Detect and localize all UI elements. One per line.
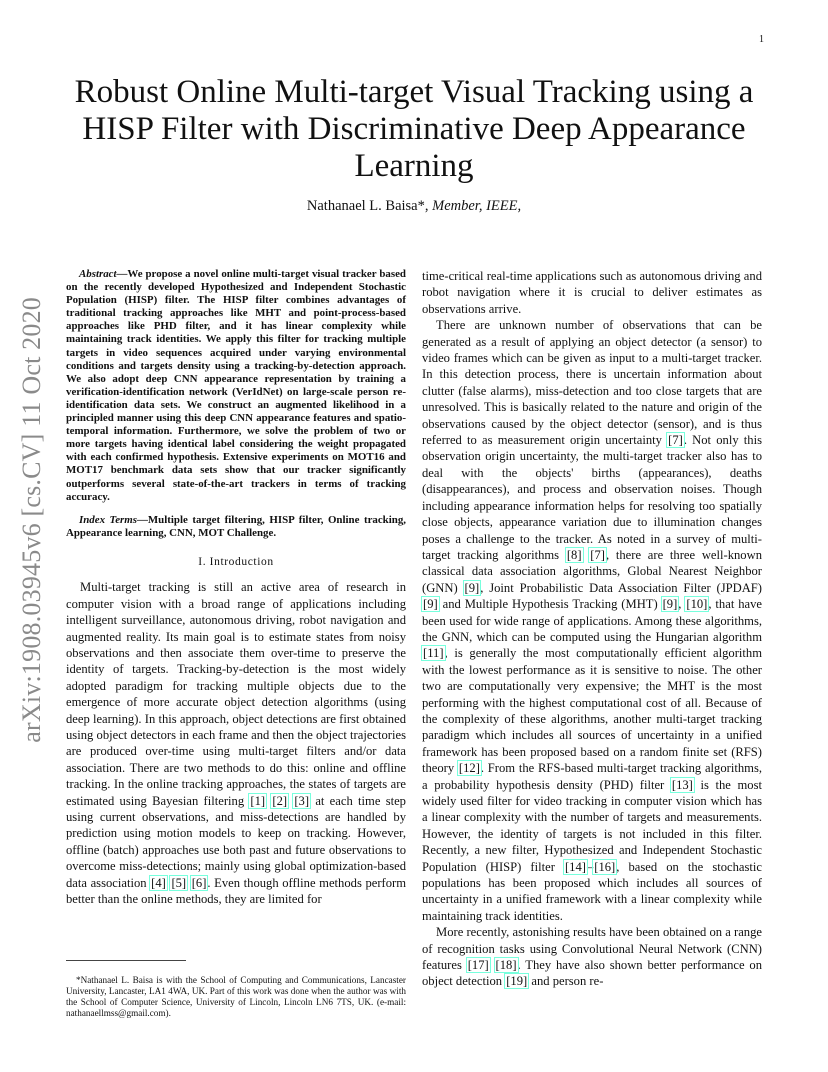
page-number: 1 xyxy=(759,34,764,45)
arxiv-id: arXiv:1908.03945v6 [cs.CV] 11 Oct 2020 xyxy=(17,297,46,743)
citation-link[interactable]: [11] xyxy=(423,646,444,661)
index-terms-label: Index Terms xyxy=(79,513,137,526)
citation-link[interactable]: [8] xyxy=(566,547,582,562)
citation-link[interactable]: [4] xyxy=(151,875,166,890)
citation-link[interactable]: [5] xyxy=(171,875,187,890)
author-name: Nathanael L. Baisa*, xyxy=(306,198,433,214)
arxiv-watermark xyxy=(14,285,50,755)
citation-link[interactable]: [13] xyxy=(671,777,693,792)
citation-link[interactable]: [6] xyxy=(191,875,207,890)
abstract xyxy=(66,268,406,504)
citation-link[interactable]: [3] xyxy=(294,793,310,808)
intro-paragraph-2: There are unknown number of observations that can be generated as a result of applying an object detector (a sensor) to video frames which can be given as input to a multi-target tracker. In this detection process, there is uncertain information about clutter (false alarms), miss-detection and too close targets that are unresolved. This is basically related to the nature and origin of the observations caused by the object detector (sensor), and is thus referred to as measurement origin uncertainty [7]. Not only this observation origin uncertainty, the multi-target tracker also has to deal with the objects' births (appearances), deaths (disappearances), and process and observation noises. Though including appearance information helps for resolving too spatially close objects, appearance variation due to illumination changes poses a challenge to the tracker. As noted in a survey of multi-target tracking algorithms [8] [7], there are three well-known classical data association algorithms, Global Nearest Neighbor (GNN) [9], Joint Probabilistic Data Association Filter (JPDAF) [9] and Multiple Hypothesis Tracking (MHT) [9], [10], that have been used for wide range of applications. Among these algorithms, the GNN, which can be computed using the Hungarian algorithm [11], is generally the most computationally efficient algorithm with the lowest performance as it is sensitive to noise. The other two are computationally very expensive; the MHT is the most performing with the highest computational cost of all. Because of the complexity of these algorithms, another multi-target tracking paradigm which includes all sources of uncertainty in a unified framework has been proposed based on a random finite set (RFS) theory [12]. From the RFS-based multi-target tracking algorithms, a probability hypothesis density (PHD) filter [13] is the most widely used filter for video tracking in computer vision which has a linear complexity with the number of targets and measurements. However, the identity of targets is not included in this filter. Recently, a new filter, Hypothesized and Independent Stochastic Population (HISP) filter [14]–[16], based on the stochastic populations has been proposed which includes all sources of uncertainty in a unified framework with a linear complexity while maintaining track identities. xyxy=(422,318,763,923)
intro-paragraph-1: Multi-target tracking is still an active area of research in computer vision with a broad range of applications including intelligent surveillance, autonomous driving, robot navigation and augmented reality. Its main goal is to estimate states from noisy observations and then associate them over-time to preserve the identity of targets. Tracking-by-detection is the most widely adopted paradigm for tracking multiple objects due to the emergence of more accurate object detection algorithms (using deep learning). In this approach, object detections are first obtained using object detectors in each frame and then the object trajectories are produced over-time using multi-target filters and/or data association. There are two methods to do this: online and offline tracking. In the online tracking approaches, the states of targets are estimated using Bayesian filtering [1] [2] [3] at each time step using current observations, and miss-detections are handled by prediction using motion models to keep on tracking. However, offline (batch) approaches use both past and future observations to overcome miss-detections; mainly using global optimization-based data association [4] [5] [6]. Even though offline methods perform better than the online methods, they are limited for xyxy=(66,580,406,906)
footnote-divider xyxy=(66,960,186,961)
author-affiliation: Member, IEEE, xyxy=(432,198,522,214)
author-footnote: *Nathanael L. Baisa is with the School of Computing and Communications, Lancaster University, Lancaster, LA1 4WA, UK. Part of this work was done when the author was with the School of Computer Science, University of Lincoln, Lincoln LN6 7TS, UK. (e-mail: nathanaellmss@gmail.com). xyxy=(66,975,406,1019)
abstract-label: Abstract xyxy=(79,268,117,280)
citation-link[interactable]: [17] xyxy=(467,958,489,973)
paper-title: Robust Online Multi-target Visual Tracking using a HISP Filter with Discriminative Deep Appearance Learning xyxy=(74,74,754,184)
index-terms xyxy=(66,514,406,540)
citation-link[interactable]: [14] xyxy=(564,859,586,874)
section-heading-introduction: I. Introduction xyxy=(198,555,274,568)
left-column xyxy=(66,268,406,907)
citation-link[interactable]: [2] xyxy=(272,793,288,808)
index-terms-text: —Multiple target filtering, HISP filter, Online tracking, Appearance learning, CNN, MOT Challenge. xyxy=(66,513,406,539)
citation-link[interactable]: [9] xyxy=(464,580,480,595)
intro-paragraph-1-continued: time-critical real-time applications such as autonomous driving and robot navigation where it is crucial to deliver estimates as observations arrive. xyxy=(422,269,762,316)
citation-link[interactable]: [19] xyxy=(506,974,528,989)
citation-link[interactable]: [16] xyxy=(594,859,616,874)
citation-link[interactable]: [10] xyxy=(686,597,708,612)
citation-link[interactable]: [12] xyxy=(458,761,480,776)
abstract-text: —We propose a novel online multi-target visual tracker based on the recently developed Hypothesized and Independent Stochastic Population (HISP) filter. The HISP filter combines advantages of traditional tracking approaches like MHT and point-process-based approaches like PHD filter, and it has linear complexity while maintaining track identities. We apply this filter for tracking multiple targets in video sequences acquired under varying environmental conditions and targets density using a tracking-by-detection approach. We also adopt deep CNN appearance representation by training a verification-identification network (VerIdNet) on large-scale person re-identification data sets. We construct an augmented likelihood in a principled manner using this deep CNN appearance features and spatio-temporal information. Furthermore, we solve the problem of two or more targets having identical label considering the weight propagated with each confirmed hypothesis. Extensive experiments on MOT16 and MOT17 benchmark data sets show that our tracker significantly outperforms several state-of-the-art trackers in terms of tracking accuracy. xyxy=(66,268,406,503)
citation-link[interactable]: [7] xyxy=(590,547,605,562)
citation-link[interactable]: [1] xyxy=(250,793,266,808)
citation-link[interactable]: [18] xyxy=(495,958,517,973)
intro-paragraph-3: More recently, astonishing results have been obtained on a range of recognition tasks using Convolutional Neural Network (CNN) features [17] [18]. They have also shown better performance on object detection [19] and person re- xyxy=(422,925,762,989)
right-column xyxy=(422,268,762,990)
citation-link[interactable]: [9] xyxy=(423,597,438,612)
author-line xyxy=(0,198,828,215)
citation-link[interactable]: [7] xyxy=(668,433,683,448)
citation-link[interactable]: [9] xyxy=(662,597,678,612)
